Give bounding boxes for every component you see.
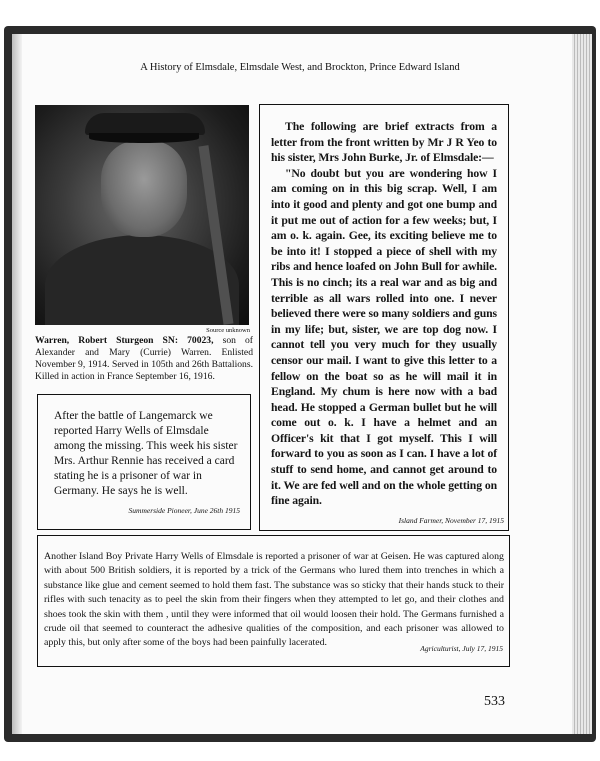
- pioneer-clipping: [37, 394, 251, 530]
- photo-caption: [35, 335, 253, 383]
- letter-intro: The following are brief extracts from a letter from the front written by Mr J R Yeo to his sister, Mrs John Burke, Jr. of Elmsdale:—: [271, 120, 497, 165]
- photo-source: Source unknown: [206, 327, 250, 334]
- pioneer-citation: Summerside Pioneer, June 26th 1915: [128, 506, 240, 515]
- photo-cap: [85, 113, 205, 135]
- letter-citation: Island Farmer, November 17, 1915: [398, 516, 504, 525]
- agriculturist-text: Another Island Boy Private Harry Wells of Elmsdale is reported a prisoner of war at Geisen. He was captured along with about 500 British soldiers, it is reported by a trick of the Germans who lured them into trenches in which a substance like glue and cement seemed to hold them fast. The substance was so sticky that their hands stuck to their rifles with such tenacity as to peel the skin from their fingers when they attempted to let go, and their clothes and shoes took the skin with them , until they were informed that oil would loosen their hold. The Germans furnished a crude oil that seemed to counteract the adhesive qualities of the composition, and each prisoner was allowed to apply this, but only after some of the boys had been painfully lacerated.: [44, 551, 504, 649]
- agriculturist-citation: Agriculturist, July 17, 1915: [420, 644, 503, 653]
- caption-name: Warren, Robert Sturgeon SN: 70023,: [35, 335, 214, 346]
- letter-clipping: [259, 104, 509, 531]
- page-edges: [572, 34, 592, 734]
- photo-visor: [89, 133, 199, 143]
- page-number: 533: [484, 694, 505, 709]
- caption-text: son of Alexander and Mary (Currie) Warren. Enlisted November 9, 1914. Served in 105th and 26th Battalions. Killed in action in France September 16, 1916.: [35, 335, 254, 382]
- photo-uniform: [45, 235, 239, 325]
- letter-body: "No doubt but you are wondering how I am coming on in this big scrap. Well, I am into it good and plenty and got one bump and it put me out of action for a few weeks; but, I am o. k. again. Gee, its exciting believe me to be into it! I stopped a piece of shell with my ribs and hence loafed on John Bull for awhile. This is no cinch; its a real war and as big and terrible as all wars rolled into one. I never believed there were so many soldiers and guns in my life; but, sister, we are top dog now. I cannot tell you very much for they usually censor our mail. I want to give this letter to a fellow on the boat so as he will mail it in England. My chum is here now with a bad head. He stopped a German bullet but he will come out o. k. I have a helmet and an Officer's kit that I got myself. This I will forward to you as soon as I can. I have a lot of stuff to send home, and cannot get around to it. We are fed well and on the whole getting on fine again.: [271, 166, 497, 508]
- letter-text: [271, 119, 497, 509]
- pioneer-text: After the battle of Langemarck we reported Harry Wells of Elmsdale among the missing. This week his sister Mrs. Arthur Rennie has received a card stating he is a prisoner of war in Germany. He says he is well.: [54, 410, 238, 497]
- page-gutter: [12, 34, 22, 734]
- photo-face: [101, 141, 187, 237]
- agriculturist-clipping: [37, 535, 510, 667]
- running-header: A History of Elmsdale, Elmsdale West, and Brockton, Prince Edward Island: [140, 62, 460, 73]
- soldier-photograph: [35, 105, 249, 325]
